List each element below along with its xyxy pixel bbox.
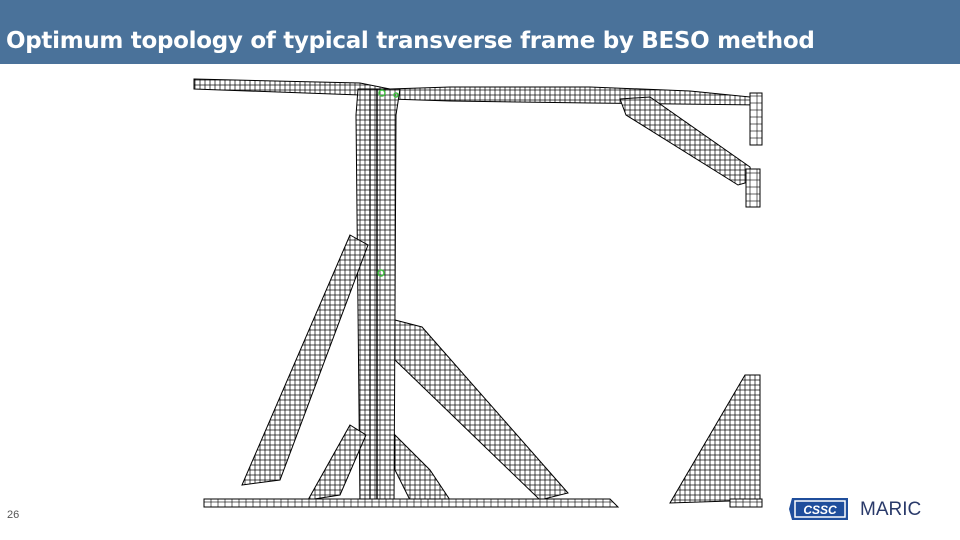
left-inner-leg [308, 425, 366, 500]
right-inner-leg [395, 435, 450, 500]
upper-right-strut [620, 97, 752, 185]
slide-title: Optimum topology of typical transverse frame by BESO method [6, 28, 815, 54]
lower-right-bracket [670, 375, 760, 503]
cssc-logo [788, 496, 852, 524]
topology-figure [190, 75, 770, 515]
slide-number: 26 [7, 509, 20, 521]
title-bar [0, 0, 960, 64]
top-deck [194, 79, 760, 105]
right-edge-top [746, 93, 762, 207]
logo-text: CSSC [803, 503, 837, 517]
organization-name: MARIC [860, 499, 922, 520]
